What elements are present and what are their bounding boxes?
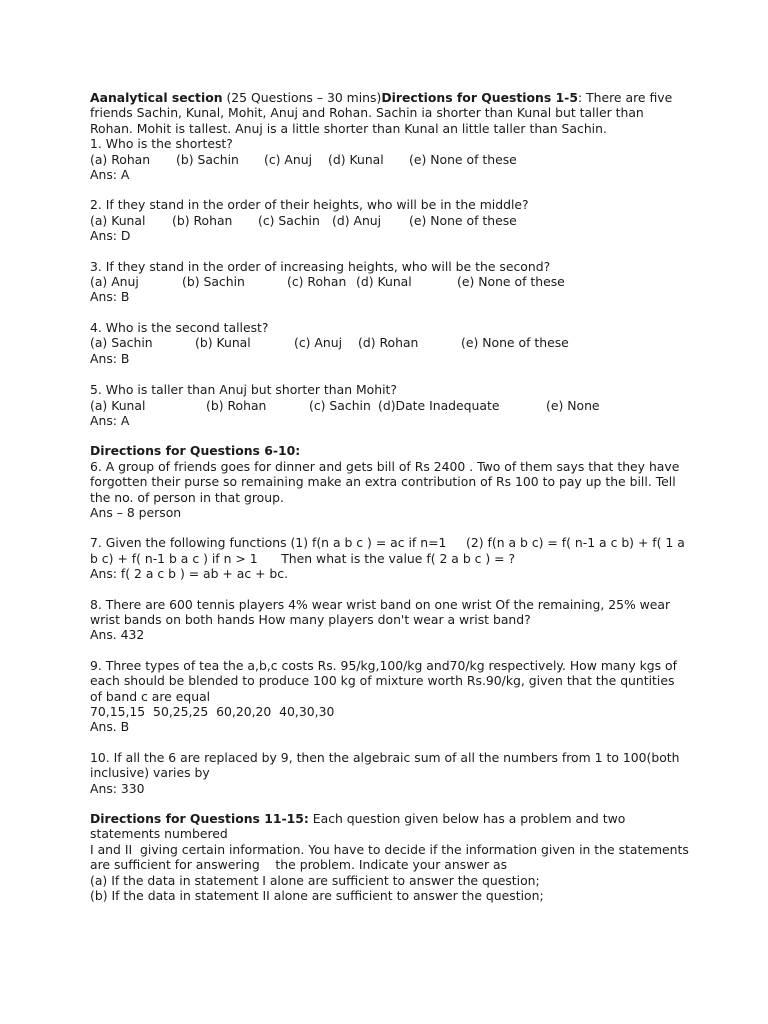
question-text: 4. Who is the second tallest? (90, 319, 269, 335)
option-a: (a) Anuj (90, 274, 139, 290)
option-c: (c) Rohan (287, 274, 347, 290)
intro-paragraph (90, 90, 690, 136)
question-text: 2. If they stand in the order of their heights, who will be in the middle? (90, 197, 529, 213)
directions-heading-11-15: Directions for Questions 11-15: (90, 811, 309, 827)
directions-block-11-15 (90, 811, 693, 904)
answer-text: Ans: 330 (90, 780, 145, 796)
option-e: (e) None of these (457, 274, 565, 290)
answer-text: Ans: B (90, 350, 130, 366)
question-options (90, 152, 690, 167)
option-a: (a) Rohan (90, 151, 151, 167)
question-options (90, 274, 690, 289)
option-c: (c) Anuj (294, 335, 343, 351)
question-block-5 (90, 382, 690, 428)
question-text: 1. Who is the shortest? (90, 136, 233, 152)
option-c: (c) Anuj (264, 151, 313, 167)
option-c: (c) Sachin (309, 397, 371, 413)
option-c: (c) Sachin (258, 212, 320, 228)
option-d: (d) Kunal (356, 274, 412, 290)
option-b: (b) Kunal (195, 335, 251, 351)
directions-option-b: (b) If the data in statement II alone are sufficient to answer the question; (90, 888, 544, 904)
question-block-10 (90, 750, 690, 796)
option-d: (d) Kunal (328, 151, 384, 167)
answer-text: Ans: B (90, 289, 130, 305)
question-text: 7. Given the following functions (1) f(n a b c ) = ac if n=1 (2) f(n a b c) = f( n-1 a c b) + f( 1 a b c) + f( n-1 b a c ) if n > 1 Then what is the value f( 2 a b c ) = ? (90, 535, 689, 566)
option-d: (d) Anuj (332, 212, 382, 228)
question-text: 6. A group of friends goes for dinner and gets bill of Rs 2400 . Two of them says that they have forgotten their purse so remaining make an extra contribution of Rs 100 to pay up the bill. Tell the no. of person in that group. (90, 458, 680, 505)
question-block-1 (90, 136, 690, 182)
option-d: (d)Date Inadequate (378, 397, 500, 413)
option-b: (b) Sachin (176, 151, 239, 167)
answer-text: Ans: D (90, 228, 131, 244)
answer-text: Ans. B (90, 719, 130, 735)
question-text: 9. Three types of tea the a,b,c costs Rs. 95/kg,100/kg and70/kg respectively. How many kgs of each should be blended to produce 100 kg of mixture worth Rs.90/kg, given that the quntities of band c are equal (90, 657, 677, 704)
answer-text: Ans – 8 person (90, 504, 182, 520)
question-options (90, 213, 690, 228)
question-block-3 (90, 259, 690, 305)
option-e: (e) None of these (409, 212, 517, 228)
question-block-6 (90, 459, 690, 521)
section-title: Aanalytical section (90, 90, 223, 105)
option-a: (a) Kunal (90, 397, 146, 413)
option-b: (b) Sachin (182, 274, 245, 290)
option-b: (b) Rohan (206, 397, 267, 413)
directions-heading-6-10: Directions for Questions 6-10: (90, 443, 301, 459)
option-e: (e) None of these (409, 151, 517, 167)
document-content (90, 90, 693, 904)
question-text: 8. There are 600 tennis players 4% wear wrist band on one wrist Of the remaining, 25% wear wrist bands on both hands How many players don't wear a wrist band? (90, 596, 671, 627)
answer-text: Ans. 432 (90, 627, 145, 643)
directions-text-1-5: : There are five friends Sachin, Kunal, Mohit, Anuj and Rohan. Sachin ia shorter than Kunal but taller than Rohan. Mohit is tallest. Anuj is a little shorter than Kunal an little taller than Sachin. (90, 90, 673, 136)
section-meta: (25 Questions – 30 mins) (222, 90, 382, 105)
option-e: (e) None of these (461, 335, 569, 351)
option-e: (e) None (546, 397, 600, 413)
option-b: (b) Rohan (172, 212, 233, 228)
option-a: (a) Kunal (90, 212, 146, 228)
question-block-8 (90, 597, 690, 643)
answer-text: Ans: A (90, 167, 130, 183)
option-d: (d) Rohan (358, 335, 419, 351)
option-a: (a) Sachin (90, 335, 153, 351)
directions-intro-11-15 (90, 811, 690, 842)
question-options (90, 398, 690, 413)
question-block-7 (90, 535, 690, 581)
answer-text: Ans: f( 2 a c b ) = ab + ac + bc. (90, 566, 289, 582)
question-block-4 (90, 320, 690, 366)
directions-option-a: (a) If the data in statement I alone are sufficient to answer the question; (90, 872, 540, 888)
directions-text-11-15: Each question given below has a problem and two statements numbered (90, 811, 626, 842)
question-block-9 (90, 658, 690, 735)
directions-title-1-5: Directions for Questions 1-5 (381, 90, 578, 105)
question-block-2 (90, 197, 690, 243)
question-text: 5. Who is taller than Anuj but shorter than Mohit? (90, 382, 397, 398)
answer-text: Ans: A (90, 412, 130, 428)
directions-line-2: I and II giving certain information. You have to decide if the information given in the statements are sufficient for answering the problem. Indicate your answer as (90, 841, 693, 873)
question-options (90, 335, 690, 350)
question-choices: 70,15,15 50,25,25 60,20,20 40,30,30 (90, 704, 335, 719)
question-text: 10. If all the 6 are replaced by 9, then the algebraic sum of all the numbers from 1 to 100(both inclusive) varies by (90, 749, 680, 781)
question-text: 3. If they stand in the order of increasing heights, who will be the second? (90, 258, 551, 274)
